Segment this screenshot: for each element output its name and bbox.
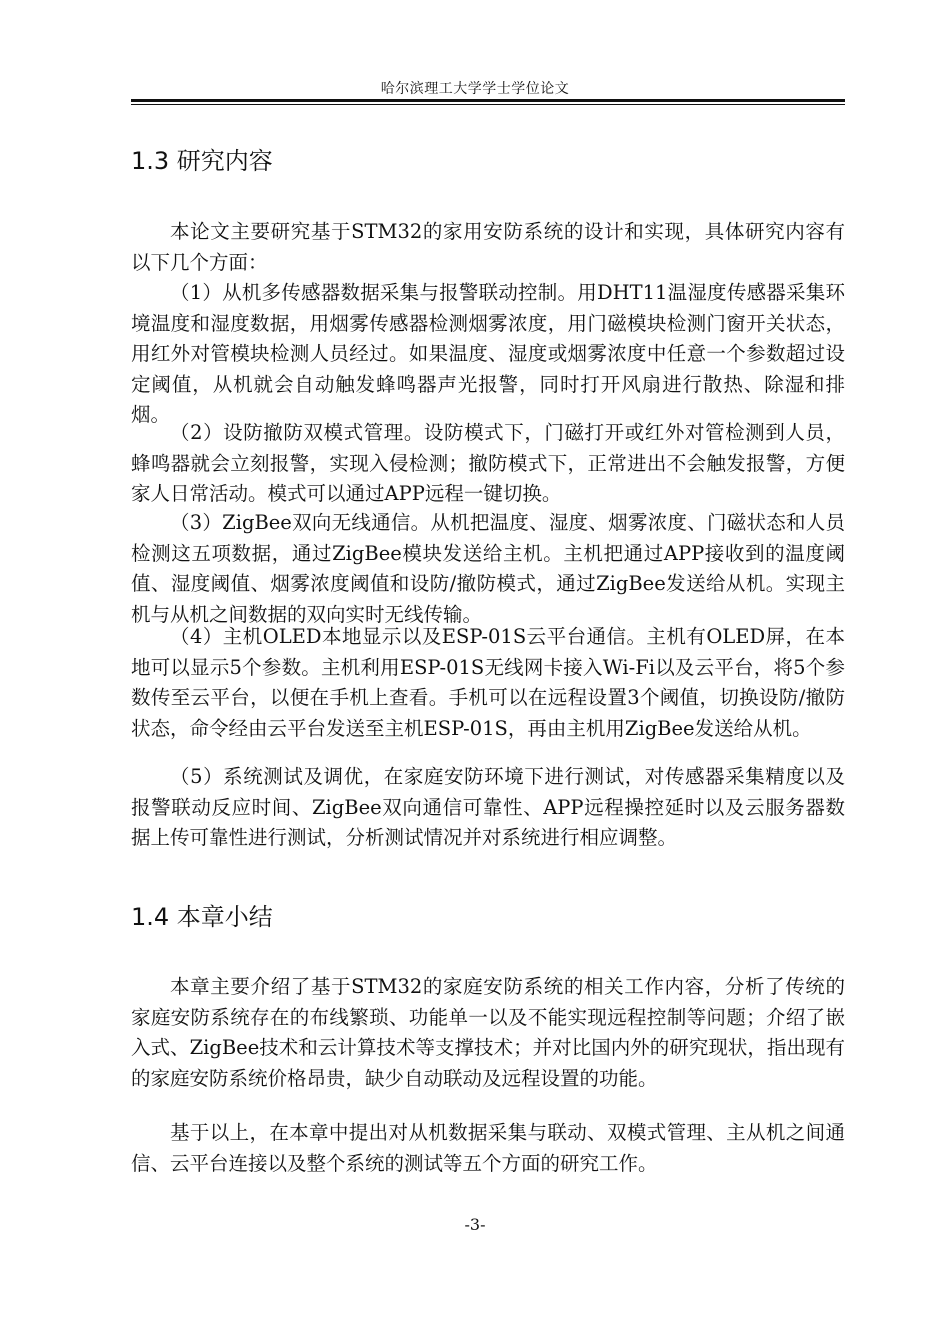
paragraph-intro: 本论文主要研究基于STM32的家用安防系统的设计和实现，具体研究内容有以下几个方面： <box>131 220 845 274</box>
section-heading-1-3: 1.3 研究内容 <box>131 147 273 175</box>
paragraph-item-4: （4）主机OLED本地显示以及ESP-01S云平台通信。主机有OLED屏，在本地可以显示5个参数。主机利用ESP-01S无线网卡接入Wi-Fi以及云平台，将5个参数传至云平台，以便在手机上查看。手机可以在远程设置3个阈值，切换设防/撤防状态，命令经由云平台发送至主机ESP-01S，再由主机用ZigBee发送给从机。 <box>131 625 845 740</box>
header-rule-thick <box>131 99 845 102</box>
header-rule-thin <box>131 104 845 105</box>
page-header-title: 哈尔滨理工大学学士学位论文 <box>380 81 570 97</box>
paragraph-summary-1: 本章主要介绍了基于STM32的家庭安防系统的相关工作内容，分析了传统的家庭安防系统存在的布线繁琐、功能单一以及不能实现远程控制等问题；介绍了嵌入式、ZigBee技术和云计算技术等支撑技术；并对比国内外的研究现状，指出现有的家庭安防系统价格昂贵，缺少自动联动及远程设置的功能。 <box>131 975 845 1090</box>
section-heading-1-4: 1.4 本章小结 <box>131 903 273 931</box>
page-number: -3- <box>464 1215 486 1234</box>
paragraph-item-2: （2）设防撤防双模式管理。设防模式下，门磁打开或红外对管检测到人员，蜂鸣器就会立刻报警，实现入侵检测；撤防模式下，正常进出不会触发报警，方便家人日常活动。模式可以通过APP远程一键切换。 <box>131 421 845 506</box>
paragraph-item-1: （1）从机多传感器数据采集与报警联动控制。用DHT11温湿度传感器采集环境温度和湿度数据，用烟雾传感器检测烟雾浓度，用门磁模块检测门窗开关状态，用红外对管模块检测人员经过。如果温度、湿度或烟雾浓度中任意一个参数超过设定阈值，从机就会自动触发蜂鸣器声光报警，同时打开风扇进行散热、除湿和排烟。 <box>131 281 845 427</box>
paragraph-summary-2: 基于以上，在本章中提出对从机数据采集与联动、双模式管理、主从机之间通信、云平台连接以及整个系统的测试等五个方面的研究工作。 <box>131 1121 845 1175</box>
paragraph-item-5: （5）系统测试及调优，在家庭安防环境下进行测试，对传感器采集精度以及报警联动反应时间、ZigBee双向通信可靠性、APP远程操控延时以及云服务器数据上传可靠性进行测试，分析测试情况并对系统进行相应调整。 <box>131 765 845 850</box>
paragraph-item-3: （3）ZigBee双向无线通信。从机把温度、湿度、烟雾浓度、门磁状态和人员检测这五项数据，通过ZigBee模块发送给主机。主机把通过APP接收到的温度阈值、湿度阈值、烟雾浓度阈值和设防/撤防模式，通过ZigBee发送给从机。实现主机与从机之间数据的双向实时无线传输。 <box>131 511 845 626</box>
